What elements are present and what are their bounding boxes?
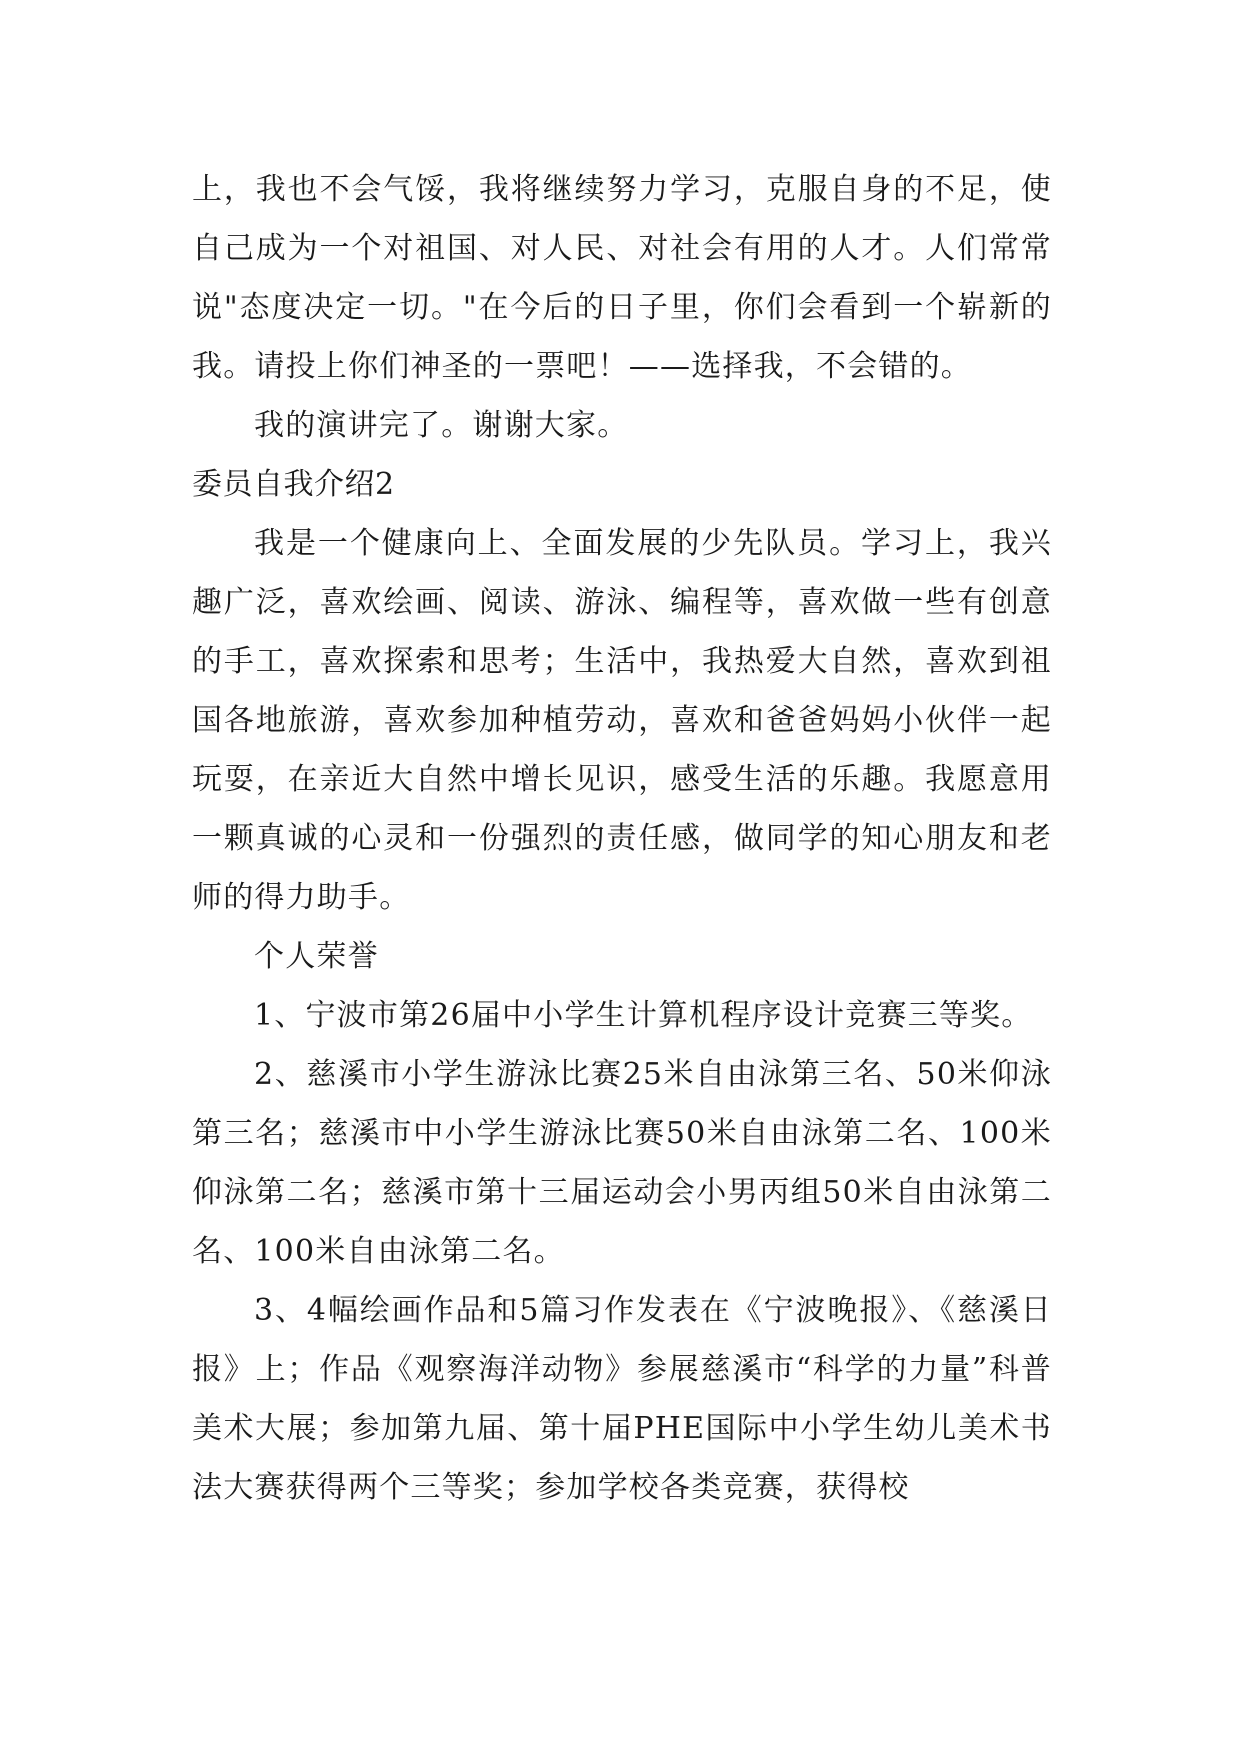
honor-item-3: 3、4幅绘画作品和5篇习作发表在《宁波晚报》、《慈溪日报》上；作品《观察海洋动物》参展慈溪市“科学的力量”科普美术大展；参加第九届、第十届PHE国际中小学生幼儿美术书法大赛获得两个三等奖；参加学校各类竞赛，获得校	[192, 1293, 1052, 1505]
honor-item-2: 2、慈溪市小学生游泳比赛25米自由泳第三名、50米仰泳第三名；慈溪市中小学生游泳比赛50米自由泳第二名、100米仰泳第二名；慈溪市第十三届运动会小男丙组50米自由泳第二名、100米自由泳第二名。	[192, 1057, 1052, 1269]
paragraph-speech-end: 我的演讲完了。谢谢大家。	[254, 408, 629, 443]
subheading-personal-honors: 个人荣誉	[254, 939, 379, 974]
document-body	[192, 160, 1052, 1517]
honor-item-1: 1、宁波市第26届中小学生计算机程序设计竞赛三等奖。	[254, 998, 1033, 1033]
section-heading: 委员自我介绍2	[192, 467, 395, 502]
paragraph-closing-pledge: 上，我也不会气馁，我将继续努力学习，克服自身的不足，使自己成为一个对祖国、对人民、对社会有用的人才。人们常常说"态度决定一切。"在今后的日子里，你们会看到一个崭新的我。请投上你们神圣的一票吧！——选择我，不会错的。	[192, 172, 1052, 384]
paragraph-self-introduction: 我是一个健康向上、全面发展的少先队员。学习上，我兴趣广泛，喜欢绘画、阅读、游泳、编程等，喜欢做一些有创意的手工，喜欢探索和思考；生活中，我热爱大自然，喜欢到祖国各地旅游，喜欢参加种植劳动，喜欢和爸爸妈妈小伙伴一起玩耍，在亲近大自然中增长见识，感受生活的乐趣。我愿意用一颗真诚的心灵和一份强烈的责任感，做同学的知心朋友和老师的得力助手。	[192, 526, 1052, 915]
